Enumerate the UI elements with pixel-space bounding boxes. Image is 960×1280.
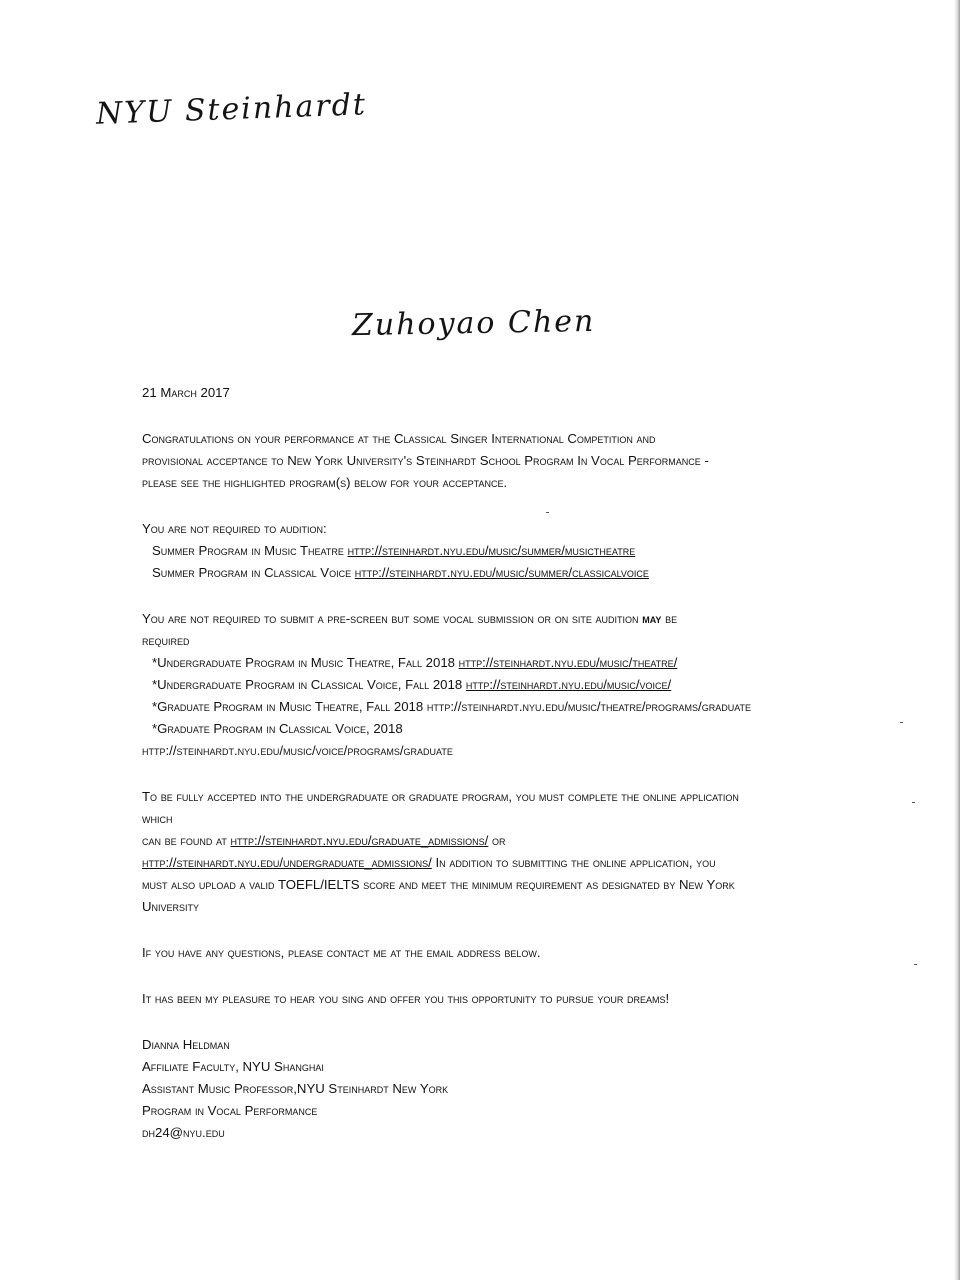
program-item (142, 674, 922, 696)
program-item (142, 718, 922, 740)
intro-paragraph (142, 428, 922, 494)
full-acceptance-paragraph (142, 786, 922, 918)
signer-email[interactable]: dh24@nyu.edu (142, 1125, 225, 1140)
paragraph-line: http://steinhardt.nyu.edu/undergraduate_admissions/ In addition to submitting the online application, you (142, 855, 716, 870)
signer-title: Affiliate Faculty, NYU Shanghai (142, 1059, 324, 1074)
program-label: *Graduate Program in Music Theatre, Fall 2018 (152, 699, 424, 714)
program-item (142, 540, 922, 562)
program-link[interactable]: http://steinhardt.nyu.edu/music/voice/ (465, 677, 672, 692)
intro-line: Congratulations on your performance at the Classical Singer International Competition and (142, 431, 656, 446)
undergraduate-admissions-link[interactable]: http://steinhardt.nyu.edu/undergraduate_admissions/ (142, 855, 432, 870)
handwritten-student-name: Zuhoyao Chen (351, 303, 596, 344)
intro-line: please see the highlighted program(s) below for your acceptance. (142, 475, 508, 490)
prescreen-heading-cont: required (142, 633, 190, 648)
program-label: Summer Program in Music Theatre (152, 543, 344, 558)
paragraph-line: To be fully accepted into the undergraduate or graduate program, you must complete the online application (142, 789, 739, 804)
paragraph-line: must also upload a valid TOEFL/IELTS score and meet the minimum requirement as designated by New York (142, 877, 735, 892)
program-item (142, 562, 922, 584)
paragraph-line: University (142, 899, 200, 914)
closing-line: It has been my pleasure to hear you sing and offer you this opportunity to pursue your dreams! (142, 991, 670, 1006)
program-link[interactable]: http://steinhardt.nyu.edu/music/summer/classicalvoice (354, 565, 649, 580)
program-link-plain[interactable]: http://steinhardt.nyu.edu/music/theatre/programs/graduate (426, 699, 752, 714)
letter-date: 21 March 2017 (142, 385, 230, 400)
program-label: Summer Program in Classical Voice (152, 565, 352, 580)
prescreen-section (142, 608, 922, 762)
prescreen-heading: You are not required to submit a pre-screen but some vocal submission or on site audition may be (142, 611, 678, 626)
program-link[interactable]: http://steinhardt.nyu.edu/music/theatre/ (458, 655, 678, 670)
signer-title: Assistant Music Professor,NYU Steinhardt New York (142, 1081, 449, 1096)
signer-title: Program in Vocal Performance (142, 1103, 318, 1118)
program-label: *Undergraduate Program in Classical Voice, Fall 2018 (152, 677, 463, 692)
letter-body (142, 382, 922, 1144)
program-item (142, 696, 922, 718)
no-audition-heading: You are not required to audition: (142, 521, 327, 536)
program-item (142, 652, 922, 674)
program-link[interactable]: http://steinhardt.nyu.edu/music/summer/musictheatre (347, 543, 636, 558)
handwritten-school-note: NYU Steinhardt (95, 87, 368, 132)
intro-line: provisional acceptance to New York University's Steinhardt School Program In Vocal Performance - (142, 453, 709, 468)
page-edge-shadow (954, 0, 960, 1280)
paragraph-line: can be found at http://steinhardt.nyu.edu/graduate_admissions/ or (142, 833, 506, 848)
signature-block (142, 1034, 922, 1144)
graduate-admissions-link[interactable]: http://steinhardt.nyu.edu/graduate_admissions/ (230, 833, 489, 848)
emphasis-may: may (642, 611, 662, 626)
signer-name: Dianna Heldman (142, 1037, 230, 1052)
paragraph-line: which (142, 811, 173, 826)
questions-line: If you have any questions, please contact me at the email address below. (142, 945, 541, 960)
program-link-plain[interactable]: http://steinhardt.nyu.edu/music/voice/programs/graduate (142, 743, 453, 758)
program-label: *Graduate Program in Classical Voice, 2018 (152, 721, 403, 736)
program-label: *Undergraduate Program in Music Theatre, Fall 2018 (152, 655, 455, 670)
no-audition-section (142, 518, 922, 584)
